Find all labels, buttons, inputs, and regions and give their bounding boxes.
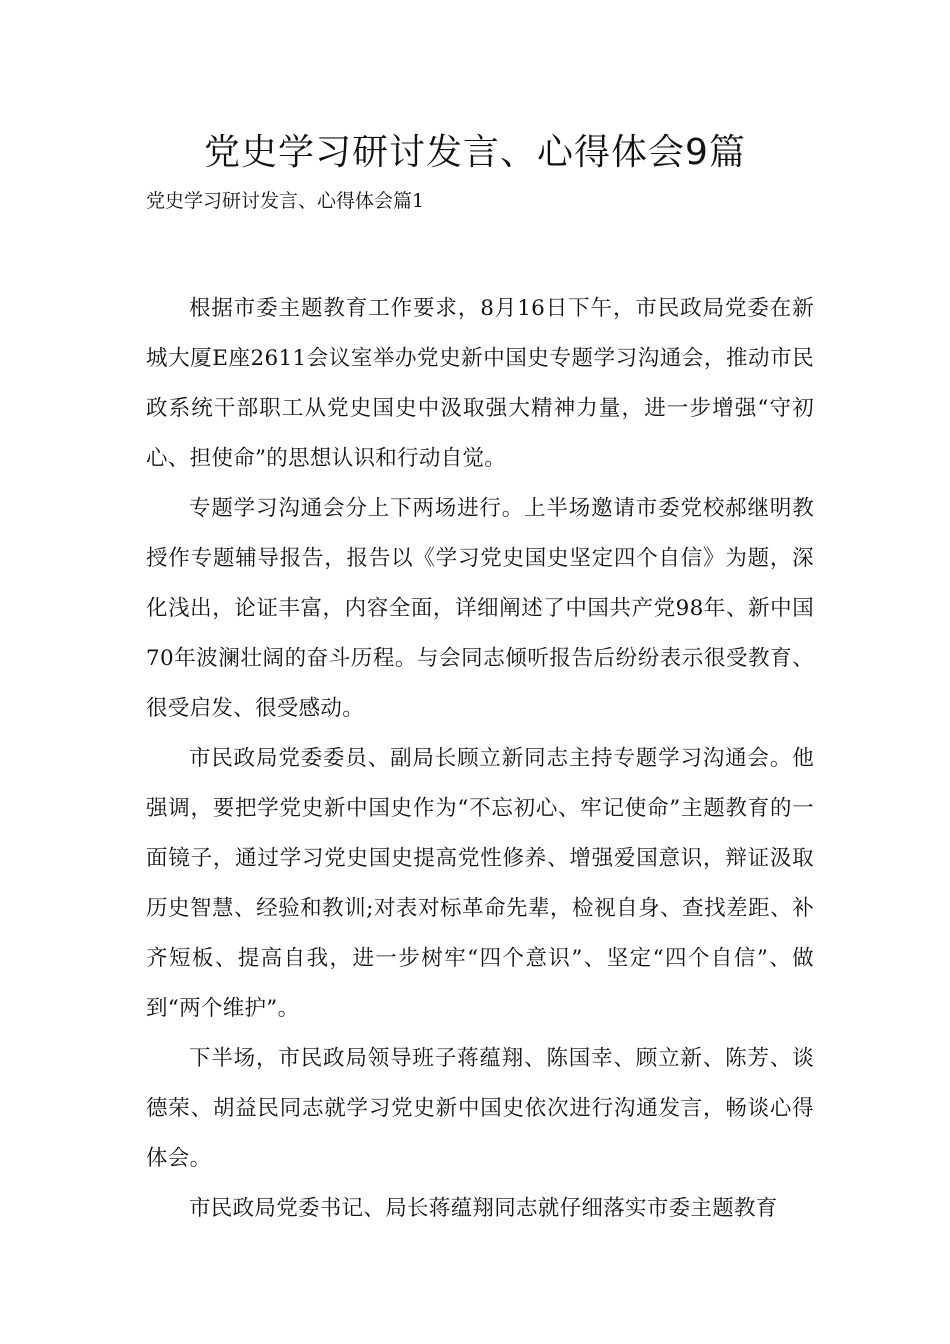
- paragraph: 市民政局党委书记、局长蒋蕴翔同志就仔细落实市委主题教育: [189, 1196, 778, 1221]
- paragraph: 根据市委主题教育工作要求，8月16日下午，市民政局党委在新城大厦E座2611会议室举办党史新中国史专题学习沟通会，推动市民政系统干部职工从党史国史中汲取强大精神力量，进一步增强“守初心、担使命”的思想认识和行动自觉。: [146, 296, 814, 471]
- paragraph: 专题学习沟通会分上下两场进行。上半场邀请市委党校郝继明教授作专题辅导报告，报告以《学习党史国史坚定四个自信》为题，深化浅出，论证丰富，内容全面，详细阐述了中国共产党98年、新中国70年波澜壮阔的奋斗历程。与会同志倾听报告后纷纷表示很受教育、很受启发、很受感动。: [146, 496, 814, 721]
- paragraph: 市民政局党委委员、副局长顾立新同志主持专题学习沟通会。他强调，要把学党史新中国史作为“不忘初心、牢记使命”主题教育的一面镜子，通过学习党史国史提高党性修养、增强爱国意识，辩证汲取历史智慧、经验和教训;对表对标革命先辈，检视自身、查找差距、补齐短板、提高自我，进一步树牢“四个意识”、坚定“四个自信”、做到“两个维护”。: [146, 746, 814, 1021]
- paragraph: 下半场，市民政局领导班子蒋蕴翔、陈国幸、顾立新、陈芳、谈德荣、胡益民同志就学习党史新中国史依次进行沟通发言，畅谈心得体会。: [146, 1046, 814, 1171]
- document-title: 党史学习研讨发言、心得体会9篇: [204, 132, 746, 173]
- section-heading: 党史学习研讨发言、心得体会篇1: [146, 190, 425, 212]
- document-body: [146, 284, 814, 1234]
